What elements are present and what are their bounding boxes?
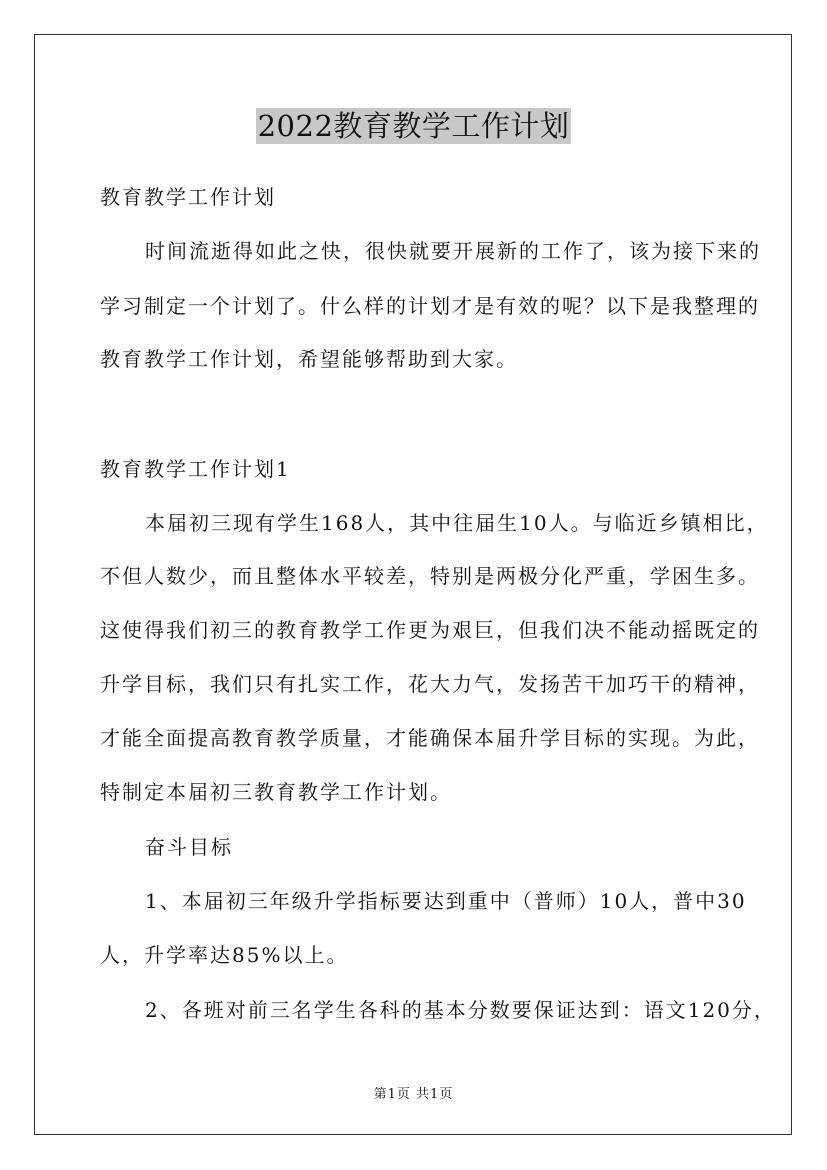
- goal2-line-1: 2、各班对前三名学生各科的基本分数要保证达到：语文120分，: [145, 998, 776, 1022]
- intro-line-2: 学习制定一个计划了。什么样的计划才是有效的呢？以下是我整理的: [100, 294, 760, 318]
- goal1-line-2: 人，升学率达85%以上。: [100, 943, 349, 967]
- section1-line-4: 升学目标，我们只有扎实工作，花大力气，发扬苦干加巧干的精神，: [100, 672, 760, 696]
- intro-line-3: 教育教学工作计划，希望能够帮助到大家。: [100, 347, 518, 371]
- page-number: 第1页 共1页: [373, 1087, 454, 1102]
- section1-line-1: 本届初三现有学生168人，其中往届生10人。与临近乡镇相比，: [145, 511, 769, 535]
- intro-line-1: 时间流逝得如此之快，很快就要开展新的工作了，该为接下来的: [145, 239, 761, 263]
- section1-line-3: 这使得我们初三的教育教学工作更为艰巨，但我们决不能动摇既定的: [100, 618, 760, 642]
- document-title-container: [0, 104, 827, 145]
- subtitle: 教育教学工作计划: [100, 185, 276, 209]
- goal-heading: 奋斗目标: [145, 835, 233, 859]
- goal1-line-1: 1、本届初三年级升学指标要达到重中（普师）10人，普中30: [145, 889, 747, 913]
- section1-line-6: 特制定本届初三教育教学工作计划。: [100, 780, 452, 804]
- document-title: 2022教育教学工作计划: [257, 109, 570, 143]
- section1-heading: 教育教学工作计划1: [100, 457, 291, 481]
- section1-line-2: 不但人数少，而且整体水平较差，特别是两极分化严重，学困生多。: [100, 564, 760, 588]
- section1-line-5: 才能全面提高教育教学质量，才能确保本届升学目标的实现。为此，: [100, 726, 760, 750]
